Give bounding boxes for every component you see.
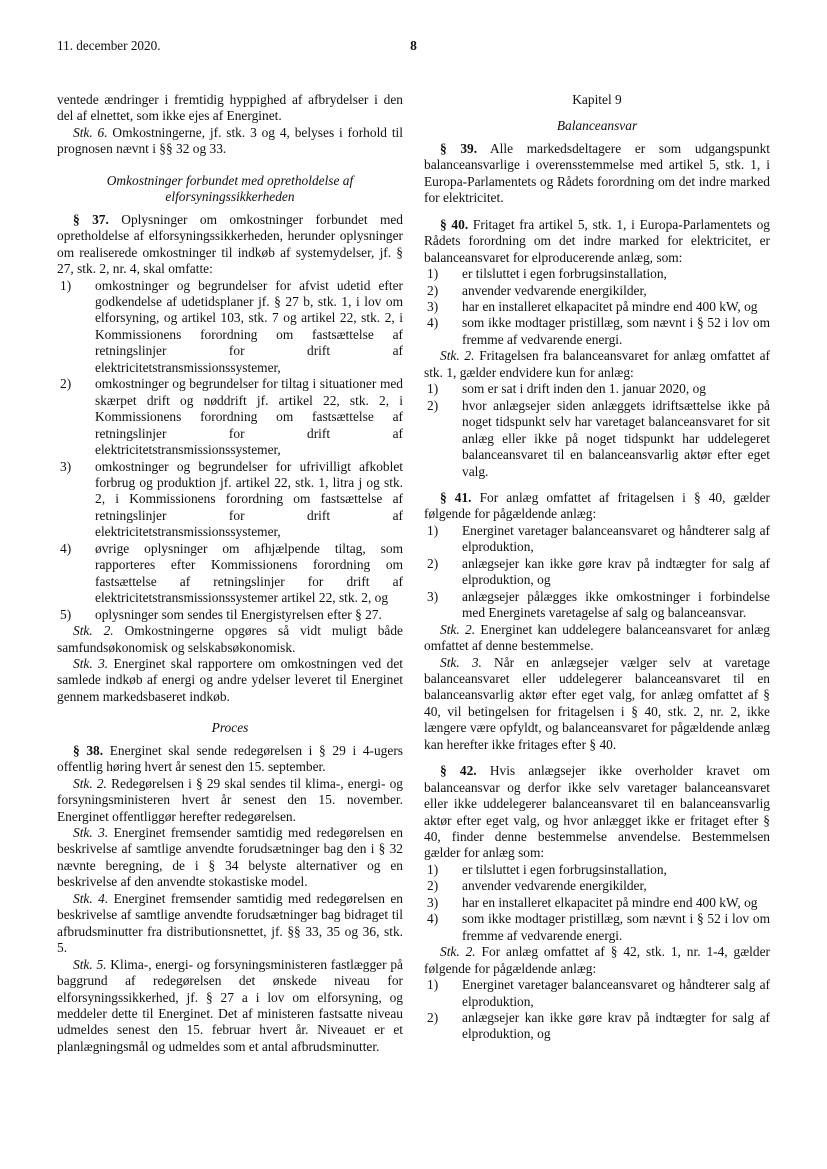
paragraph-38-stk4 — [57, 891, 403, 957]
paragraph-37-stk3 — [57, 656, 403, 705]
section-heading-omkostninger-line2: elforsyningssikkerheden — [165, 189, 295, 205]
paragraph-42 — [424, 763, 770, 862]
list-marker: 4) — [427, 315, 439, 331]
running-head — [57, 36, 770, 56]
stk-text: Energinet fremsender samtidig med redegørelsen en beskrivelse af samtlige anvendte forudsætninger bag den i § 32 nævnte beregning, de i § 34 belyste alternativer og en beskrivelse af den anvendte stokastiske model. — [57, 825, 403, 890]
list-item — [424, 283, 770, 299]
list-item — [424, 977, 770, 1010]
body-columns — [57, 92, 770, 1092]
stk-marker: Stk. 3. — [73, 655, 109, 671]
list-item — [424, 398, 770, 480]
header-date: 11. december 2020. — [57, 38, 161, 53]
paragraph-39 — [424, 141, 770, 207]
stk-marker: Stk. 6. — [73, 124, 108, 140]
list-marker: 3) — [427, 894, 439, 910]
list-paragraph-40-stk2 — [424, 381, 770, 480]
list-item — [424, 556, 770, 589]
list-item — [424, 299, 770, 315]
list-item-text: er tilsluttet i egen forbrugsinstallation, — [462, 861, 667, 877]
stk-text: Fritagelsen fra balanceansvaret for anlæg omfattet af stk. 1, gælder endvidere kun for anlæg: — [424, 348, 770, 380]
paragraph-42-text: Hvis anlægsejer ikke overholder kravet om balanceansvar og derfor ikke selv varetager balanceansvaret eller ikke uddelegerer balanceansvaret til en balanceansvarlig aktør efter eget valg, og hvor anlægget ikke er fritaget efter § 40, finder denne bestemmelse anvendelse. Bestemmelsen gælder for anlæg som: — [424, 763, 771, 861]
paragraph-41-stk2 — [424, 622, 770, 655]
list-marker: 1) — [427, 522, 439, 538]
paragraph-38-stk3 — [57, 825, 403, 891]
list-item-text: Energinet varetager balanceansvaret og håndterer salg af elproduktion, — [462, 977, 770, 1009]
paragraph-40-stk2 — [424, 348, 770, 381]
list-marker: 3) — [427, 298, 439, 314]
list-item-text: anlægsejer pålægges ikke omkostninger i forbindelse med Energinets varetagelse af salg og balanceansvar. — [462, 588, 770, 621]
section-heading-proces: Proces — [211, 720, 249, 736]
list-item-text: oplysninger som sendes til Energistyrelsen efter § 27. — [95, 606, 382, 622]
chapter-title: Kapitel 9 — [572, 92, 622, 107]
list-item-text: anvender vedvarende energikilder, — [462, 878, 647, 894]
list-marker: 4) — [60, 540, 72, 556]
list-marker: 1) — [427, 381, 439, 397]
chapter-subtitle: Balanceansvar — [556, 118, 638, 134]
paragraph-marker-39: § 39. — [440, 140, 478, 156]
list-item-text: har en installeret elkapacitet på mindre end 400 kW, og — [462, 894, 758, 910]
list-item — [57, 607, 403, 623]
paragraph-41-stk3 — [424, 655, 770, 754]
section-heading-omkostninger-line1: Omkostninger forbundet med opretholdelse af — [106, 172, 354, 188]
list-item-text: omkostninger og begrundelser for tiltag i situationer med skærpet drift og nøddrift jf. artikel 22, stk. 2, i Kommissionens forordning om fastsættelse af retningslinjer for drift af elektricitetstransmissionssystemer, — [95, 376, 403, 458]
stk-marker: Stk. 3. — [440, 654, 482, 670]
paragraph-42-stk2 — [424, 944, 770, 977]
list-item-text: er tilsluttet i egen forbrugsinstallation, — [462, 266, 667, 282]
right-column — [424, 92, 770, 1043]
list-item — [424, 589, 770, 622]
list-paragraph-41 — [424, 523, 770, 622]
list-item — [57, 278, 403, 377]
stk-text: Omkostningerne, jf. stk. 3 og 4, belyses i forhold til prognosen nævnt i §§ 32 og 33. — [57, 124, 403, 157]
list-marker: 4) — [427, 911, 439, 927]
list-item — [424, 266, 770, 282]
list-marker: 3) — [60, 458, 72, 474]
list-item — [424, 911, 770, 944]
paragraph-39-text: Alle markedsdeltagere er som udgangspunkt balanceansvarlige i overensstemmelse med artikel 5, stk. 1, i Europa-Parlamentets og Rådets forordning om det indre marked for elektricitet. — [424, 140, 770, 206]
list-marker: 2) — [427, 397, 439, 413]
list-item-text: hvor anlægsejer siden anlæggets idriftsættelse ikke på noget tidspunkt selv har varetaget balanceansvaret for sit anlæg eller ikke på noget tidspunkt har uddelegeret balanceansvaret til en balanceansvarlig aktør efter eget valg. — [462, 397, 770, 479]
list-item-text: Energinet varetager balanceansvaret og håndterer salg af elproduktion, — [462, 522, 770, 555]
paragraph-38-text: Energinet skal sende redegørelsen i § 29 i 4-ugers offentlig høring hvert år senest den 15. september. — [57, 742, 403, 775]
list-marker: 1) — [427, 977, 439, 993]
list-item — [424, 895, 770, 911]
list-marker: 2) — [427, 555, 439, 571]
paragraph-40 — [424, 217, 770, 266]
list-item — [57, 541, 403, 607]
list-item-text: anvender vedvarende energikilder, — [462, 282, 647, 298]
list-item — [424, 315, 770, 348]
list-item — [424, 381, 770, 397]
list-marker: 3) — [427, 588, 439, 604]
list-marker: 2) — [427, 878, 439, 894]
paragraph-41-text: For anlæg omfattet af fritagelsen i § 40, gælder følgende for pågældende anlæg: — [424, 489, 771, 522]
stk-text: Når en anlægsejer vælger selv at varetage balanceansvaret eller uddelegerer balanceansvaret til en balanceansvarlig aktør efter eget valg, for anlæg omfattet af § 40, vil betingelsen for fritagelsen i § 40, stk. 2, nr. 2, ikke længere være opfyldt, og balanceansvaret for pågældende anlæg kan herefter ikke fritages efter § 40. — [424, 654, 770, 752]
list-marker: 2) — [427, 282, 439, 298]
paragraph-marker-38: § 38. — [73, 742, 104, 758]
list-item — [424, 1010, 770, 1043]
stk-marker: Stk. 3. — [73, 825, 109, 841]
list-paragraph-42-stk2 — [424, 977, 770, 1043]
continued-paragraph: ventede ændringer i fremtidig hyppighed af afbrydelser i den del af elnettet, som ikke ejes af Energinet. — [57, 92, 403, 124]
list-item-text: øvrige oplysninger om afhjælpende tiltag, som rapporteres efter Kommissionens forordning om fastsættelse af retningslinjer for drift af elektricitetstransmissionssystemer artikel 22, stk. 2, og — [95, 540, 403, 606]
stk-marker: Stk. 2. — [73, 623, 114, 639]
list-marker: 2) — [427, 1010, 439, 1026]
paragraph-37 — [57, 212, 403, 278]
paragraph-38-stk5 — [57, 957, 403, 1056]
list-item — [424, 523, 770, 556]
paragraph-stk6 — [57, 125, 403, 158]
list-paragraph-40 — [424, 266, 770, 348]
stk-text: Energinet skal rapportere om omkostningen ved det samlede indkøb af energi og andre ydelser leveret til Energinet gennem markedsbaseret indkøb. — [57, 655, 403, 704]
page-number: 8 — [410, 38, 417, 53]
list-item — [57, 376, 403, 458]
stk-text: Energinet fremsender samtidig med redegørelsen en beskrivelse af samtlige anvendte forudsætninger bag bidraget til afbrudsminutter fra distributionsnettet, jf. §§ 33, 35 og 36, stk. 5. — [57, 890, 403, 956]
list-marker: 1) — [60, 277, 72, 293]
stk-marker: Stk. 2. — [440, 621, 476, 637]
list-marker: 5) — [60, 606, 72, 622]
paragraph-38 — [57, 743, 403, 776]
list-item-text: som er sat i drift inden den 1. januar 2020, og — [462, 381, 706, 397]
left-column — [57, 92, 403, 1055]
stk-text: Energinet kan uddelegere balanceansvaret for anlæg omfattet af denne bestemmelse. — [424, 621, 770, 654]
stk-text: Redegørelsen i § 29 skal sendes til klima-, energi- og forsyningsministeren hvert år senest den 15. november. Energinet offentliggør herefter redegørelsen. — [57, 775, 403, 824]
paragraph-38-stk2 — [57, 776, 403, 825]
list-marker: 2) — [60, 376, 72, 392]
paragraph-marker-41: § 41. — [440, 489, 472, 505]
paragraph-marker-42: § 42. — [440, 763, 477, 779]
list-item — [424, 878, 770, 894]
list-item-text: har en installeret elkapacitet på mindre end 400 kW, og — [462, 298, 758, 314]
paragraph-37-text: Oplysninger om omkostninger forbundet med opretholdelse af elforsyningssikkerheden, herunder oplysninger om realiserede omkostninger til indkøb af systemydelser, jf. § 27, stk. 2, nr. 4, skal omfatte: — [57, 211, 404, 277]
list-item-text: som ikke modtager pristillæg, som nævnt i § 52 i lov om fremme af vedvarende energi. — [462, 911, 770, 943]
list-item-text: anlægsejer kan ikke gøre krav på indtægter for salg af elproduktion, og — [462, 555, 770, 588]
stk-marker: Stk. 2. — [440, 944, 476, 960]
paragraph-marker-37: § 37. — [73, 211, 109, 227]
list-marker: 1) — [427, 861, 439, 877]
list-item-text: som ikke modtager pristillæg, som nævnt i § 52 i lov om fremme af vedvarende energi. — [462, 315, 770, 347]
stk-marker: Stk. 5. — [73, 956, 107, 972]
paragraph-40-text: Fritaget fra artikel 5, stk. 1, i Europa-Parlamentets og Rådets forordning om det indre marked for elektricitet, er balanceansvaret for elproducerende anlæg, som: — [424, 216, 770, 265]
list-marker: 1) — [427, 266, 439, 282]
list-item-text: omkostninger og begrundelser for ufrivilligt afkoblet forbrug og produktion jf. artikel 22, stk. 1, litra j og stk. 2, i Kommissionens forordning om fastsættelse af retningslinjer for drift af elektricitetstransmissionssystemer, — [95, 458, 403, 540]
paragraph-41 — [424, 490, 770, 523]
list-item — [57, 459, 403, 541]
list-paragraph-42 — [424, 862, 770, 944]
stk-marker: Stk. 2. — [440, 348, 475, 364]
stk-text: Omkostningerne opgøres så vidt muligt både samfundsøkonomisk og selskabsøkonomisk. — [57, 623, 404, 655]
stk-marker: Stk. 2. — [73, 775, 107, 791]
list-paragraph-37 — [57, 278, 403, 624]
list-item-text: anlægsejer kan ikke gøre krav på indtægter for salg af elproduktion, og — [462, 1010, 770, 1042]
stk-text: Klima-, energi- og forsyningsministeren fastlægger på baggrund af redegørelsen det ønskede niveau for elforsyningssikkerhed, jf. § 27 a i lov om elforsyning, og meddeler dette til Energinet. Det af ministeren fastsatte niveau udmeldes senest den 15. februar hvert år. Niveauet er et planlægningsmål og udmeldes som et antal afbrudsminutter. — [57, 956, 403, 1054]
list-item-text: omkostninger og begrundelser for afvist udetid efter godkendelse af udetidsplaner jf. § 27 b, stk. 1, i lov om elforsyning, og artikel 103, stk. 7 og artikel 22, stk. 2, i Kommissionens forordning om fastsættelse af retningslinjer for drift af elektricitetstransmissionssystemer, — [95, 277, 403, 375]
paragraph-37-stk2 — [57, 623, 403, 656]
paragraph-marker-40: § 40. — [440, 216, 469, 232]
stk-marker: Stk. 4. — [73, 890, 109, 906]
list-item — [424, 862, 770, 878]
stk-text: For anlæg omfattet af § 42, stk. 1, nr. 1-4, gælder følgende for pågældende anlæg: — [424, 944, 770, 976]
